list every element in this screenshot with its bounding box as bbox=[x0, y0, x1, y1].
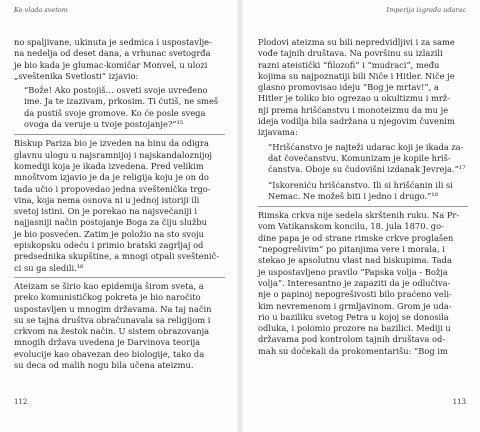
text-line: nje o papinoj nepogrešivosti bilo praćeno veli- bbox=[258, 289, 452, 300]
divider bbox=[14, 134, 225, 135]
text-line: uspostavljen u mnogim državama. Na taj način bbox=[14, 303, 212, 314]
text-line: na nedelja od deset dana, a vrhunac svetogrđa bbox=[14, 48, 211, 59]
text-line: glavnu ulogu u najsramnijoj i najskandaloznijoj bbox=[14, 149, 213, 160]
text-line: najjasniji način postojanje Boga za čiju službu bbox=[14, 217, 208, 228]
text-line: su se tajna društva obračunavala sa religijom i bbox=[14, 314, 211, 325]
text-line: vina, koja nema osnova ni u jednoj istoriji ili bbox=[14, 194, 200, 205]
text-line: ci su ga sledili.¹⁶ bbox=[14, 262, 84, 273]
text-line: su deca od malih nogu bila učena ateizmu. bbox=[14, 360, 194, 371]
text-line: preko komunističkog pokreta je bio naročito bbox=[14, 292, 201, 303]
text-line: je uspostavljeno pravilo “Papska volja - Božja bbox=[258, 266, 448, 277]
text-line: glasno promovisao ideju “Bog je mrtav!”, a bbox=[258, 82, 439, 93]
text-line: rio u baziliku svetog Petra u kojoj se donosila bbox=[258, 311, 449, 322]
left-paragraph-1 bbox=[14, 37, 225, 82]
text-line: “Hrišćanstvo je najteži udarac koji je ikada za- bbox=[268, 141, 464, 152]
text-line: državama pod kontrolom tajnih društava od- bbox=[258, 334, 446, 345]
text-line: Biskup Pariza bio je izveden na binu da odigra bbox=[14, 138, 209, 149]
right-paragraph-2 bbox=[258, 210, 468, 357]
divider bbox=[14, 277, 225, 278]
left-quote bbox=[24, 85, 225, 130]
text-line: je bio posvećen. Zatim je položio na sto svoju bbox=[14, 228, 204, 239]
text-line: je bio kada je glumac-komičar Monvel, u ulozi bbox=[14, 59, 208, 70]
text-line: nji prema hrišćanstvu i monoteizmu da mu je bbox=[258, 104, 449, 115]
right-page-number: 113 bbox=[452, 398, 466, 406]
text-line: da pustiš svoje gromove. Ko će posle svega bbox=[24, 107, 206, 118]
text-line: odluka, i polomio prozore na bazilici. Mediji u bbox=[258, 323, 451, 334]
text-line: Rimska crkva nije sedela skrštenih ruku. Na Pr- bbox=[258, 210, 460, 221]
right-page bbox=[240, 0, 480, 432]
text-line: ovoga da veruje u tvoje postojanje?”¹⁵ bbox=[24, 119, 184, 130]
left-paragraph-3 bbox=[14, 281, 225, 371]
text-line: Nemac. Ne možeš biti i jedno i drugo.”¹⁸ bbox=[268, 190, 439, 201]
text-line: Hitler je toliko bio ogrezao u okultizmu i mrž- bbox=[258, 93, 451, 104]
text-line: vođe tajnih društava. Na površinu su izlazili bbox=[258, 48, 443, 59]
text-line: „sveštenika Svetlosti“ izjavio: bbox=[14, 70, 139, 81]
left-running-head: Ko vlada svetom bbox=[14, 6, 68, 14]
text-line: komediji koja je ikada izvedena. Pred velikim bbox=[14, 160, 204, 171]
text-line: ime. Ja te izazivam, prkosim. Ti ćutiš, ne smeš bbox=[24, 96, 219, 107]
right-body-text bbox=[258, 37, 468, 357]
text-line: mnoštvom izjavio je da je religija koju je on do bbox=[14, 172, 209, 183]
text-line: dine papa je od strane rimske crkve proglašen bbox=[258, 232, 454, 243]
left-paragraph-2 bbox=[14, 138, 225, 274]
text-line: kim nevremenom i grmljavinom. Grom je uda- bbox=[258, 300, 452, 311]
text-line: Ateizam se širio kao epidemija širom sveta, a bbox=[14, 280, 204, 291]
text-line: ideja vodilja bila sadržana u njegovim čuvenim bbox=[258, 116, 455, 127]
text-line: ćanstva. Oboje su čudovišni izdanak Jevreja.”¹⁷ bbox=[268, 164, 466, 175]
text-line: “Iskoreniću hrišćanstvo. Ili si hrišćanin ili si bbox=[268, 179, 453, 190]
text-line: “nepogrešivim” po pitanjima vere i morala, i bbox=[258, 244, 445, 255]
text-line: no spaljivane, ukinuta je sedmica i uspostavlje- bbox=[14, 37, 212, 47]
text-line: mah su dočekali da prokomentarišu: “Bog im bbox=[258, 345, 448, 356]
text-line: evolucije kao obavezan deo biologije, tako da bbox=[14, 348, 205, 359]
text-line: predsednika skupštine, a mnogi otpali sveštenič- bbox=[14, 251, 220, 262]
left-page-number: 112 bbox=[14, 398, 28, 406]
right-paragraph-1 bbox=[258, 37, 468, 139]
text-line: crkvom na žestok način. U sistem obrazovanja bbox=[14, 326, 210, 337]
divider bbox=[258, 206, 468, 207]
left-body-text bbox=[14, 37, 225, 371]
text-line: dat čovečanstvu. Komunizam je kopile hriš- bbox=[268, 152, 451, 163]
text-line: episkopsku odeću i primio bratski zagrljaj od bbox=[14, 240, 204, 251]
text-line: volja”. Interesantno je zapaziti da je odlučiva- bbox=[258, 277, 451, 288]
text-line: kojima su najpoznatiji bili Niče i Hitler. Niče je bbox=[258, 70, 455, 81]
text-line: stekao je apsolutnu vlast nad biskupima. Tada bbox=[258, 255, 452, 266]
text-line: izjavama: bbox=[258, 127, 298, 138]
text-line: Plodovi ateizma su bili nepredvidljivi i za same bbox=[258, 37, 455, 47]
text-line: razni ateistički “filozofi” i “mudraci”, među bbox=[258, 59, 440, 70]
text-line: “Bože! Ako postojiš… osveti svoje uvređeno bbox=[24, 85, 208, 96]
text-line: vom Vatikanskom koncilu, 18. jula 1870. go- bbox=[258, 221, 444, 232]
right-quote-2 bbox=[268, 180, 468, 203]
text-line: svetoj istini. On je porekao na najsvečaniji i bbox=[14, 206, 198, 217]
text-line: mnogih država uvedena je Darvinova teorija bbox=[14, 337, 201, 348]
right-quote-1 bbox=[268, 142, 468, 176]
right-running-head: Imperija izgrađa udarac bbox=[386, 6, 466, 14]
text-line: tada učio i propovedao jedna sveštenička trgo- bbox=[14, 183, 211, 194]
